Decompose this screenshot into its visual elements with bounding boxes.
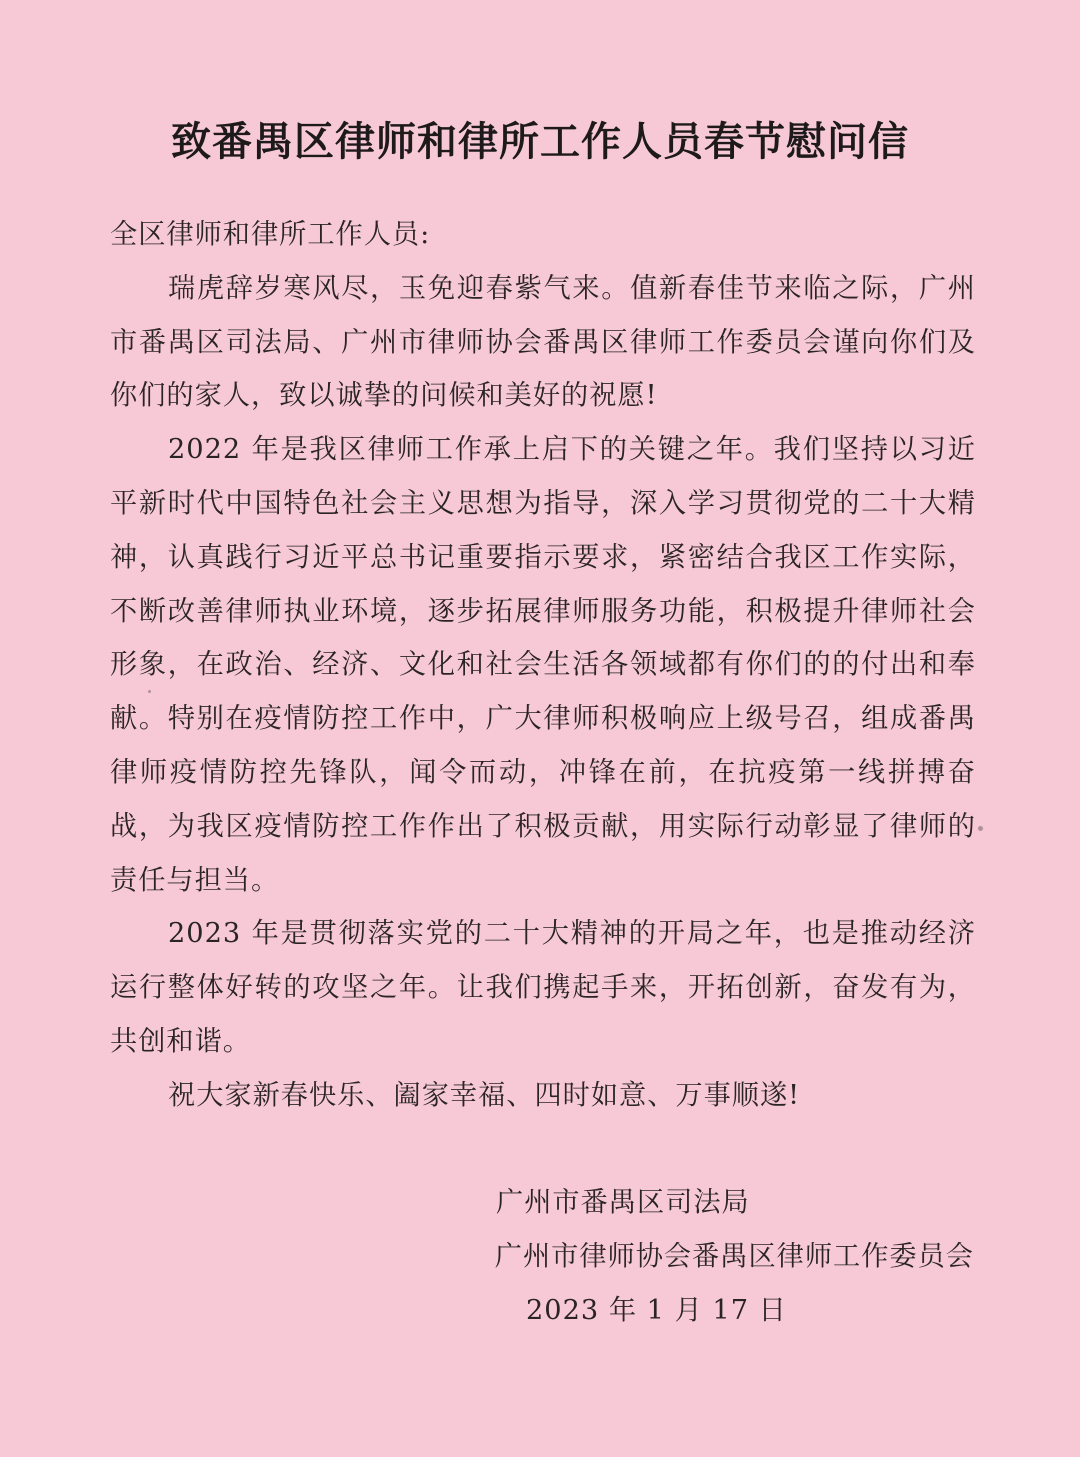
signature-org-lawyers-committee: 广州市律师协会番禺区律师工作委员会 [494, 1241, 974, 1272]
paragraph-wishes: 祝大家新春快乐、阖家幸福、四时如意、万事顺遂! [168, 1079, 801, 1111]
paper-speck [978, 826, 983, 831]
signature-org-justice-bureau: 广州市番禺区司法局 [496, 1187, 750, 1218]
paragraph-greeting: 瑞虎辞岁寒风尽，玉免迎春紫气来。值新春佳节来临之际，广州市番禺区司法局、广州市律师协会番禺区律师工作委员会谨向你们及你们的家人，致以诚挚的问候和美好的祝愿! [110, 272, 976, 412]
letter-body [110, 208, 976, 1123]
paper-speck [148, 690, 151, 693]
salutation: 全区律师和律所工作人员: [110, 219, 431, 250]
paragraph-2022-review: 2022 年是我区律师工作承上启下的关键之年。我们坚持以习近平新时代中国特色社会主义思想为指导，深入学习贯彻党的二十大精神，认真践行习近平总书记重要指示要求，紧密结合我区工作实际，不断改善律师执业环境，逐步拓展律师服务功能，积极提升律师社会形象，在政治、经济、文化和社会生活各领域都有你们的的付出和奉献。特别在疫情防控工作中，广大律师积极响应上级号召，组成番禺律师疫情防控先锋队，闻令而动，冲锋在前，在抗疫第一线拼搏奋战，为我区疫情防控工作作出了积极贡献，用实际行动彰显了律师的责任与担当。 [110, 434, 976, 896]
letter-title: 致番禺区律师和律所工作人员春节慰问信 [171, 119, 909, 165]
paragraph-2023-outlook: 2023 年是贯彻落实党的二十大精神的开局之年，也是推动经济运行整体好转的攻坚之年。让我们携起手来，开拓创新，奋发有为，共创和谐。 [110, 918, 976, 1057]
signature-block [414, 1176, 974, 1338]
signature-date: 2023 年 1 月 17 日 [526, 1295, 787, 1326]
